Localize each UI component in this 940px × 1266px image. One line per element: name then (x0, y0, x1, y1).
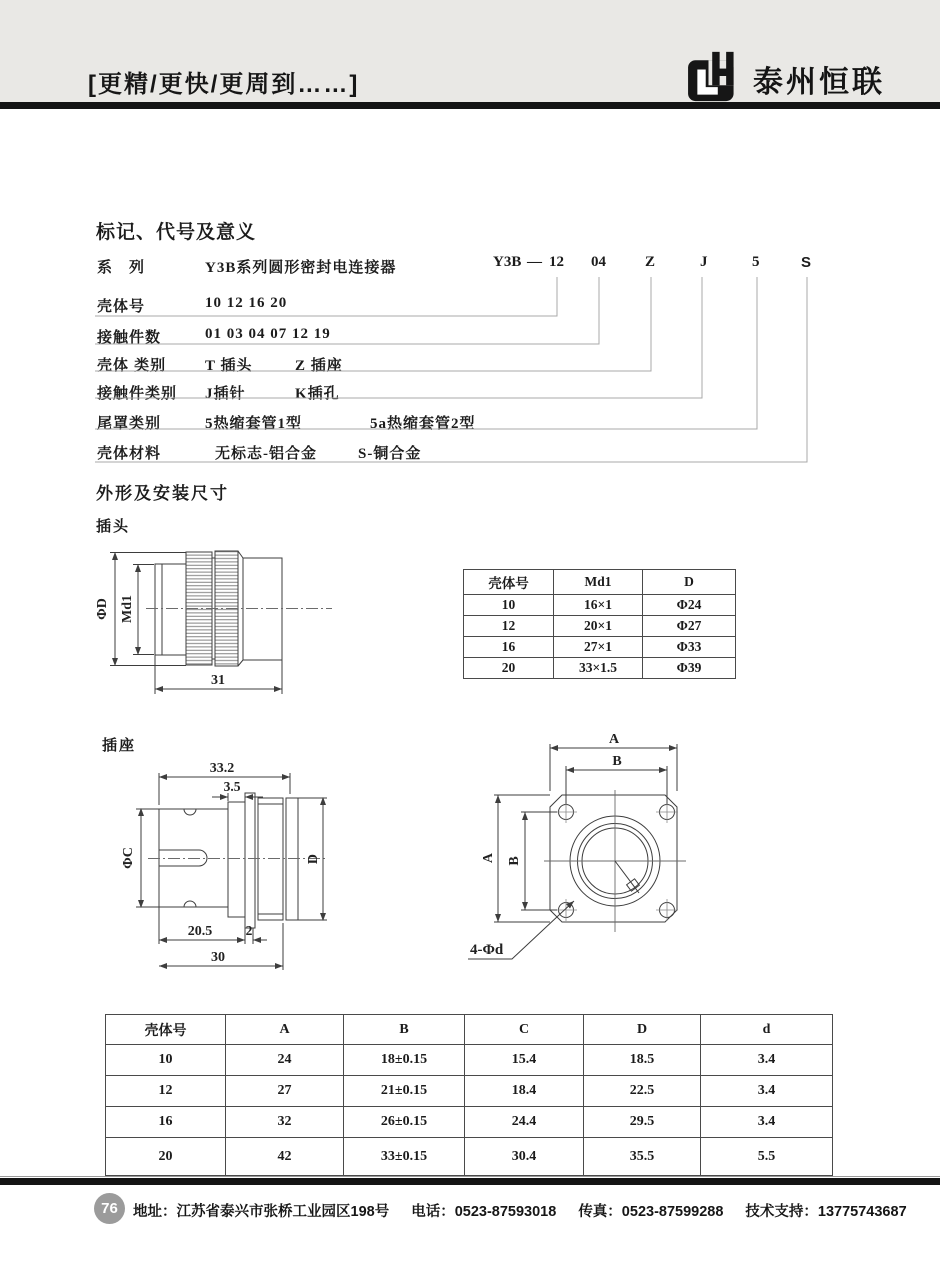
socket-dim-D (298, 797, 327, 921)
socket-dimension-table (105, 1014, 833, 1176)
cell: 29.5 (584, 1107, 701, 1138)
outline-title: 外形及安装尺寸 (96, 484, 229, 503)
cell: 32 (226, 1107, 344, 1138)
cell: 24 (226, 1045, 344, 1076)
cell: 27×1 (554, 637, 643, 658)
cell: 24.4 (465, 1107, 584, 1138)
plug-dim-phiD-label: ΦD (95, 598, 110, 620)
front-dim-B-left-label: B (507, 856, 522, 866)
plug-dim-width-label: 31 (211, 673, 225, 688)
code-material: S (801, 254, 812, 271)
socket-label: 插座 (102, 737, 137, 754)
cell: 16 (464, 637, 554, 658)
header-rule (0, 102, 940, 109)
flange-outline (544, 790, 686, 932)
cell: 18.4 (465, 1076, 584, 1107)
header-slogan: [更精/更快/更周到……] (88, 71, 360, 98)
row-label-contact-type: 接触件类别 (97, 385, 178, 402)
code-shell-no: 12 (549, 254, 564, 270)
company-logo-icon (687, 50, 743, 107)
footer-address: 地址：江苏省泰兴市张桥工业园区198号 (133, 1204, 390, 1220)
table-row (106, 1107, 833, 1138)
cell: 18.5 (584, 1045, 701, 1076)
cell: 22.5 (584, 1076, 701, 1107)
table-row (106, 1076, 833, 1107)
socket-dim-D-label: D (306, 853, 321, 865)
brand-block (687, 50, 885, 107)
row-label-shell-no: 壳体号 (97, 298, 146, 315)
cell: Φ39 (643, 658, 736, 679)
cell: 12 (106, 1076, 226, 1107)
row-value-contact-type-2: K插孔 (295, 386, 340, 402)
front-dim-holes-label: 4-Φd (470, 942, 504, 958)
front-dim-A-top-label: A (608, 732, 620, 747)
table-row (464, 658, 736, 679)
brand-name: 泰州恒联 (753, 65, 885, 99)
table-header-row (464, 570, 736, 595)
page-number-badge: 76 (94, 1193, 125, 1224)
cell: 20 (106, 1138, 226, 1176)
cell: 12 (464, 616, 554, 637)
cell: 15.4 (465, 1045, 584, 1076)
footer-contact-row (133, 1200, 907, 1221)
socket-body (148, 793, 325, 928)
footer-support: 技术支持：13775743687 (745, 1204, 907, 1220)
front-dim-A-left-label: A (481, 852, 496, 864)
socket-dim-body-label: 30 (211, 950, 225, 965)
row-label-shell-material: 壳体材料 (97, 445, 162, 462)
col-header: d (701, 1015, 833, 1045)
cell: 33±0.15 (344, 1138, 465, 1176)
row-value-tail-type-2: 5a热缩套管2型 (370, 416, 476, 432)
front-dim-B-top (566, 754, 667, 804)
cell: 16 (106, 1107, 226, 1138)
row-value-shell-material-2: S-铜合金 (358, 446, 422, 462)
front-dim-B-top-label: B (612, 754, 622, 769)
cell: 16×1 (554, 595, 643, 616)
row-label-tail-type: 尾罩类别 (97, 415, 162, 432)
cell: 3.4 (701, 1076, 833, 1107)
cell: 33×1.5 (554, 658, 643, 679)
cell: 20×1 (554, 616, 643, 637)
table-row (464, 637, 736, 658)
cell: 3.4 (701, 1045, 833, 1076)
code-series: Y3B (493, 254, 522, 270)
code-shell-type: Z (645, 254, 656, 270)
cell: 10 (106, 1045, 226, 1076)
socket-front-drawing (450, 728, 740, 978)
col-header: D (584, 1015, 701, 1045)
code-dash: — (527, 254, 542, 270)
row-label-series: 系 列 (97, 259, 146, 276)
plug-body (146, 551, 332, 666)
footer-thin-rule (0, 1176, 940, 1177)
cell: 42 (226, 1138, 344, 1176)
cell: 30.4 (465, 1138, 584, 1176)
socket-dim-collar-label: 3.5 (223, 779, 241, 794)
col-header: C (465, 1015, 584, 1045)
plug-label: 插头 (96, 518, 131, 535)
table-row (464, 595, 736, 616)
row-value-tail-type-1: 5热缩套管1型 (205, 416, 303, 432)
col-header: 壳体号 (106, 1015, 226, 1045)
footer-rule (0, 1178, 940, 1185)
cell: 27 (226, 1076, 344, 1107)
cell: 20 (464, 658, 554, 679)
row-value-contact-type-1: J插针 (205, 386, 246, 402)
socket-dim-phiC-label: ΦC (121, 847, 136, 869)
cell: Φ24 (643, 595, 736, 616)
socket-dim-flange-label: 2 (245, 923, 253, 938)
cell: 10 (464, 595, 554, 616)
plug-dim-md1 (120, 564, 154, 655)
col-header: Md1 (554, 570, 643, 595)
socket-side-drawing (120, 753, 350, 983)
row-value-shell-type-2: Z 插座 (295, 358, 343, 374)
cell: 21±0.15 (344, 1076, 465, 1107)
plug-dim-md1-label: Md1 (120, 595, 135, 623)
row-value-shell-type-1: T 插头 (205, 358, 253, 374)
cell: 3.4 (701, 1107, 833, 1138)
table-row (464, 616, 736, 637)
row-label-contact-count: 接触件数 (97, 329, 162, 346)
marking-title: 标记、代号及意义 (96, 222, 257, 243)
code-contact-type: J (700, 254, 708, 270)
col-header: A (226, 1015, 344, 1045)
row-value-shell-material-1: 无标志-铝合金 (215, 446, 317, 462)
socket-dim-rear (159, 907, 245, 944)
cell: 5.5 (701, 1138, 833, 1176)
table-header-row (106, 1015, 833, 1045)
plug-dimension-table (463, 569, 736, 679)
col-header: B (344, 1015, 465, 1045)
code-tail-type: 5 (752, 254, 760, 270)
cell: Φ27 (643, 616, 736, 637)
cell: Φ33 (643, 637, 736, 658)
row-value-series: Y3B系列圆形密封电连接器 (205, 260, 397, 276)
row-value-contact-count: 01 03 04 07 12 19 (205, 326, 331, 342)
socket-dim-rear-label: 20.5 (187, 924, 213, 939)
table-row (106, 1045, 833, 1076)
plug-drawing (90, 533, 340, 703)
socket-dim-body (159, 923, 283, 970)
col-header: D (643, 570, 736, 595)
row-label-shell-type: 壳体 类别 (97, 357, 167, 374)
table-row (106, 1138, 833, 1176)
socket-dim-flange (246, 923, 267, 944)
socket-dim-total-label: 33.2 (209, 761, 235, 776)
row-value-shell-no: 10 12 16 20 (205, 295, 288, 311)
footer-phone: 电话：0523-87593018 (411, 1204, 557, 1220)
col-header: 壳体号 (464, 570, 554, 595)
cell: 35.5 (584, 1138, 701, 1176)
code-contact-count: 04 (591, 254, 606, 270)
footer-fax: 传真：0523-87599288 (578, 1204, 724, 1220)
cell: 18±0.15 (344, 1045, 465, 1076)
cell: 26±0.15 (344, 1107, 465, 1138)
